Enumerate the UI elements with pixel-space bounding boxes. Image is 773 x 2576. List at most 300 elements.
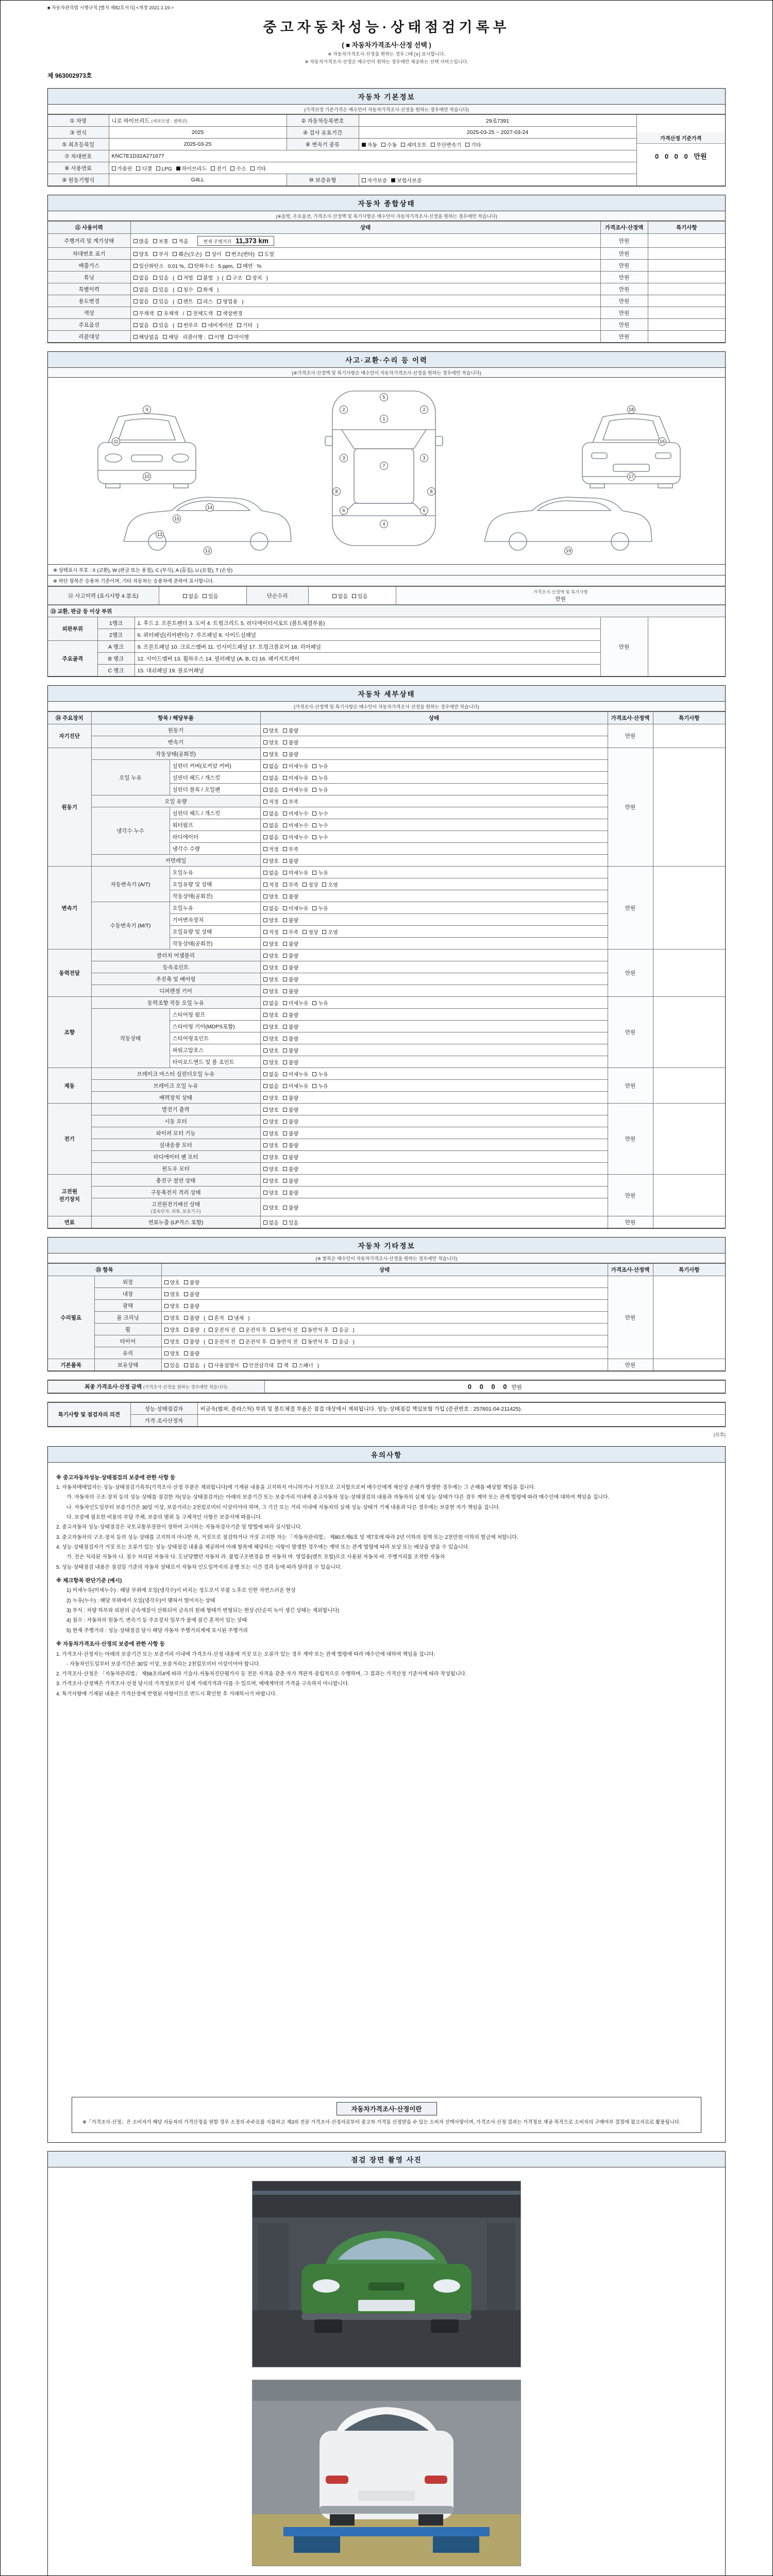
checkbox-option[interactable] (237, 321, 253, 329)
checkbox[interactable] (283, 871, 287, 875)
checkbox-option[interactable] (283, 1177, 298, 1184)
checkbox-option[interactable] (283, 987, 298, 995)
checkbox[interactable] (283, 1108, 287, 1112)
checkbox-option[interactable] (263, 963, 279, 971)
checkbox[interactable] (283, 752, 287, 756)
checkbox-option[interactable] (178, 297, 193, 305)
checkbox-option[interactable] (184, 1326, 199, 1333)
checkbox[interactable] (243, 1363, 247, 1367)
checkbox-option[interactable] (158, 309, 178, 317)
checkbox[interactable] (283, 1167, 287, 1171)
checkbox-option[interactable] (283, 1141, 298, 1149)
checkbox[interactable] (184, 1316, 188, 1320)
checkbox[interactable] (283, 728, 287, 733)
checkbox-option[interactable] (263, 892, 279, 900)
checkbox[interactable] (164, 1292, 169, 1296)
checkbox-option[interactable] (187, 309, 213, 317)
checkbox-option[interactable] (163, 333, 178, 341)
checkbox[interactable] (283, 1013, 287, 1017)
checkbox[interactable] (237, 264, 241, 268)
checkbox[interactable] (312, 823, 316, 827)
checkbox-option[interactable] (178, 274, 193, 281)
checkbox-option[interactable] (237, 262, 253, 269)
checkbox-option[interactable] (228, 1314, 244, 1321)
checkbox-option[interactable] (283, 904, 309, 912)
checkbox-option[interactable] (263, 726, 279, 734)
checkbox-option[interactable] (263, 916, 279, 924)
checkbox[interactable] (381, 143, 385, 147)
checkbox-option[interactable] (259, 250, 274, 258)
checkbox-option[interactable] (164, 1278, 180, 1286)
checkbox-option[interactable] (209, 333, 224, 341)
checkbox[interactable] (263, 835, 267, 839)
checkbox[interactable] (362, 143, 366, 147)
checkbox[interactable] (153, 323, 157, 327)
checkbox-option[interactable] (112, 164, 132, 172)
checkbox-option[interactable] (164, 1361, 180, 1369)
checkbox-option[interactable] (263, 857, 279, 865)
checkbox[interactable] (263, 1060, 267, 1064)
checkbox[interactable] (153, 239, 157, 243)
checkbox-option[interactable] (156, 166, 172, 172)
checkbox[interactable] (153, 252, 157, 256)
checkbox[interactable] (352, 594, 356, 598)
checkbox-option[interactable] (263, 1177, 279, 1184)
checkbox-option[interactable] (211, 164, 226, 172)
checkbox-option[interactable] (133, 321, 149, 329)
checkbox-option[interactable] (283, 1058, 298, 1066)
checkbox-option[interactable] (283, 1153, 298, 1161)
checkbox-option[interactable] (250, 164, 266, 172)
checkbox-option[interactable] (246, 274, 262, 281)
checkbox-option[interactable] (263, 1204, 279, 1211)
checkbox-option[interactable] (263, 809, 279, 817)
checkbox-option[interactable] (303, 880, 318, 888)
checkbox[interactable] (283, 811, 287, 816)
checkbox-option[interactable] (293, 1361, 313, 1369)
checkbox-option[interactable] (164, 1302, 180, 1310)
checkbox[interactable] (178, 287, 182, 292)
checkbox-option[interactable] (209, 1361, 239, 1369)
checkbox-option[interactable] (184, 1337, 199, 1345)
checkbox-option[interactable] (243, 1361, 274, 1369)
checkbox[interactable] (263, 965, 267, 970)
checkbox-option[interactable] (136, 164, 152, 172)
checkbox-option[interactable] (228, 333, 249, 341)
checkbox-option[interactable] (312, 821, 328, 829)
checkbox-option[interactable] (217, 309, 243, 317)
checkbox[interactable] (263, 883, 267, 887)
checkbox[interactable] (322, 930, 326, 934)
checkbox[interactable] (263, 1013, 267, 1017)
checkbox-option[interactable] (283, 809, 309, 817)
checkbox[interactable] (283, 894, 287, 899)
checkbox-option[interactable] (263, 786, 279, 793)
checkbox-option[interactable] (303, 928, 318, 936)
checkbox-option[interactable] (283, 963, 298, 971)
checkbox[interactable] (391, 178, 395, 182)
checkbox[interactable] (227, 276, 231, 280)
checkbox[interactable] (197, 299, 201, 303)
checkbox[interactable] (176, 166, 180, 171)
checkbox[interactable] (228, 335, 232, 339)
checkbox-option[interactable] (283, 928, 298, 936)
checkbox[interactable] (312, 811, 316, 816)
checkbox-option[interactable] (209, 1337, 236, 1345)
checkbox-option[interactable] (283, 821, 309, 829)
checkbox[interactable] (263, 847, 267, 851)
price-survey-select[interactable]: ( ■ 자동차가격조사·산정 선택 ) (342, 41, 431, 49)
checkbox[interactable] (217, 311, 221, 315)
checkbox-option[interactable] (362, 176, 388, 184)
checkbox[interactable] (263, 1131, 267, 1136)
checkbox[interactable] (283, 977, 287, 981)
checkbox-option[interactable] (263, 1023, 279, 1030)
checkbox-option[interactable] (283, 750, 298, 758)
checkbox-option[interactable] (178, 321, 198, 329)
checkbox[interactable] (283, 764, 287, 768)
checkbox-option[interactable] (283, 786, 309, 793)
checkbox[interactable] (197, 276, 201, 280)
checkbox[interactable] (263, 728, 267, 733)
checkbox-option[interactable] (153, 250, 169, 258)
checkbox[interactable] (263, 752, 267, 756)
checkbox[interactable] (263, 930, 267, 934)
checkbox[interactable] (332, 594, 337, 598)
checkbox[interactable] (303, 883, 307, 887)
checkbox-option[interactable] (283, 1023, 298, 1030)
checkbox[interactable] (302, 1340, 306, 1344)
checkbox[interactable] (184, 1351, 188, 1355)
checkbox[interactable] (303, 930, 307, 934)
checkbox[interactable] (312, 1084, 316, 1088)
checkbox-option[interactable] (283, 892, 298, 900)
checkbox-option[interactable] (283, 975, 298, 983)
checkbox[interactable] (283, 1025, 287, 1029)
checkbox[interactable] (312, 764, 316, 768)
checkbox-option[interactable] (263, 880, 279, 888)
checkbox-option[interactable] (227, 274, 242, 281)
checkbox-option[interactable] (263, 952, 279, 959)
checkbox-option[interactable] (217, 297, 238, 305)
checkbox[interactable] (164, 1328, 169, 1332)
checkbox-option[interactable] (263, 845, 279, 853)
checkbox[interactable] (133, 311, 138, 315)
checkbox[interactable] (133, 287, 138, 292)
checkbox[interactable] (283, 1072, 287, 1076)
checkbox[interactable] (164, 1316, 169, 1320)
checkbox-option[interactable] (240, 1326, 266, 1333)
checkbox-option[interactable] (133, 285, 149, 293)
checkbox[interactable] (133, 323, 138, 327)
checkbox-option[interactable] (263, 1082, 279, 1090)
checkbox-option[interactable] (197, 285, 213, 293)
checkbox[interactable] (283, 835, 287, 839)
checkbox[interactable] (263, 1025, 267, 1029)
checkbox[interactable] (263, 1084, 267, 1088)
checkbox[interactable] (283, 1001, 287, 1005)
checkbox[interactable] (322, 883, 326, 887)
checkbox-option[interactable] (283, 1035, 298, 1042)
checkbox[interactable] (283, 788, 287, 792)
checkbox-option[interactable] (283, 1117, 298, 1125)
checkbox[interactable] (263, 894, 267, 899)
checkbox[interactable] (259, 252, 263, 256)
checkbox[interactable] (283, 1096, 287, 1100)
checkbox-option[interactable] (173, 237, 188, 245)
checkbox[interactable] (209, 1328, 213, 1332)
checkbox[interactable] (189, 264, 193, 268)
checkbox[interactable] (263, 1001, 267, 1005)
checkbox[interactable] (226, 252, 230, 256)
checkbox-option[interactable] (263, 940, 279, 947)
checkbox[interactable] (283, 1048, 287, 1053)
checkbox[interactable] (283, 942, 287, 946)
checkbox-option[interactable] (263, 750, 279, 758)
checkbox[interactable] (263, 1221, 267, 1225)
checkbox-option[interactable] (263, 1106, 279, 1113)
checkbox-option[interactable] (240, 1337, 266, 1345)
checkbox[interactable] (263, 811, 267, 816)
checkbox-option[interactable] (164, 1337, 180, 1345)
checkbox[interactable] (263, 823, 267, 827)
checkbox-option[interactable] (283, 762, 309, 770)
checkbox[interactable] (333, 1340, 337, 1344)
checkbox-option[interactable] (178, 285, 193, 293)
checkbox[interactable] (136, 166, 140, 171)
checkbox-option[interactable] (263, 774, 279, 782)
checkbox-option[interactable] (283, 880, 298, 888)
checkbox-option[interactable] (184, 1314, 199, 1321)
checkbox-option[interactable] (263, 1011, 279, 1019)
checkbox[interactable] (283, 965, 287, 970)
checkbox-option[interactable] (283, 1094, 298, 1101)
checkbox[interactable] (312, 835, 316, 839)
checkbox-option[interactable] (271, 1326, 297, 1333)
checkbox[interactable] (283, 1143, 287, 1147)
checkbox[interactable] (209, 1316, 213, 1320)
checkbox-option[interactable] (312, 869, 328, 876)
checkbox-option[interactable] (465, 141, 481, 148)
checkbox-option[interactable] (203, 592, 218, 600)
checkbox[interactable] (263, 1206, 267, 1210)
checkbox[interactable] (283, 1179, 287, 1183)
checkbox[interactable] (184, 1328, 188, 1332)
checkbox-option[interactable] (312, 1082, 328, 1090)
checkbox[interactable] (133, 276, 138, 280)
checkbox[interactable] (164, 1304, 169, 1308)
checkbox[interactable] (278, 1363, 282, 1367)
checkbox-option[interactable] (263, 1141, 279, 1149)
checkbox-option[interactable] (209, 1314, 224, 1321)
checkbox-option[interactable] (283, 1082, 309, 1090)
checkbox-option[interactable] (263, 928, 279, 936)
checkbox-option[interactable] (283, 774, 309, 782)
checkbox-option[interactable] (263, 1070, 279, 1078)
checkbox-option[interactable] (184, 1349, 199, 1357)
checkbox[interactable] (283, 1155, 287, 1159)
checkbox-option[interactable] (333, 1337, 348, 1345)
checkbox[interactable] (217, 299, 221, 303)
checkbox-option[interactable] (263, 821, 279, 829)
checkbox[interactable] (240, 1340, 244, 1344)
checkbox[interactable] (283, 989, 287, 993)
checkbox[interactable] (283, 1206, 287, 1210)
checkbox-option[interactable] (312, 809, 328, 817)
checkbox[interactable] (184, 1304, 188, 1308)
checkbox-option[interactable] (263, 999, 279, 1007)
checkbox-option[interactable] (153, 297, 169, 305)
checkbox-option[interactable] (153, 285, 169, 293)
checkbox-option[interactable] (197, 274, 213, 281)
checkbox-option[interactable] (133, 262, 164, 269)
checkbox[interactable] (263, 954, 267, 958)
checkbox-option[interactable] (283, 833, 309, 841)
checkbox[interactable] (263, 859, 267, 863)
checkbox[interactable] (163, 335, 167, 339)
checkbox[interactable] (283, 906, 287, 910)
checkbox[interactable] (293, 1363, 297, 1367)
checkbox-option[interactable] (381, 141, 397, 148)
checkbox-option[interactable] (263, 869, 279, 876)
checkbox[interactable] (283, 800, 287, 804)
checkbox[interactable] (302, 1328, 306, 1332)
checkbox[interactable] (263, 776, 267, 780)
checkbox-option[interactable] (431, 141, 461, 148)
checkbox-option[interactable] (133, 237, 149, 245)
checkbox[interactable] (112, 166, 116, 171)
checkbox-option[interactable] (263, 1117, 279, 1125)
checkbox[interactable] (133, 299, 138, 303)
checkbox[interactable] (187, 311, 191, 315)
checkbox[interactable] (263, 1191, 267, 1195)
checkbox[interactable] (184, 1280, 188, 1284)
checkbox-option[interactable] (283, 1189, 298, 1196)
checkbox[interactable] (263, 918, 267, 922)
checkbox-option[interactable] (362, 141, 377, 148)
checkbox[interactable] (230, 166, 234, 171)
checkbox[interactable] (240, 1328, 244, 1332)
checkbox-option[interactable] (153, 274, 169, 281)
checkbox[interactable] (465, 143, 469, 147)
checkbox-option[interactable] (263, 738, 279, 746)
checkbox-option[interactable] (173, 250, 201, 258)
checkbox[interactable] (263, 977, 267, 981)
checkbox-option[interactable] (278, 1361, 289, 1369)
checkbox[interactable] (283, 918, 287, 922)
checkbox-option[interactable] (283, 1046, 298, 1054)
checkbox[interactable] (312, 871, 316, 875)
checkbox-option[interactable] (263, 1165, 279, 1173)
checkbox-option[interactable] (283, 1129, 298, 1137)
checkbox-option[interactable] (283, 738, 298, 746)
checkbox[interactable] (283, 859, 287, 863)
checkbox-option[interactable] (302, 1337, 329, 1345)
checkbox-option[interactable] (263, 1035, 279, 1042)
checkbox-option[interactable] (184, 1302, 199, 1310)
checkbox[interactable] (263, 906, 267, 910)
checkbox[interactable] (206, 252, 210, 256)
checkbox[interactable] (263, 1037, 267, 1041)
checkbox[interactable] (263, 1108, 267, 1112)
checkbox[interactable] (263, 1096, 267, 1100)
checkbox[interactable] (183, 594, 187, 598)
checkbox[interactable] (283, 1221, 287, 1225)
checkbox[interactable] (237, 323, 241, 327)
checkbox-option[interactable] (283, 869, 309, 876)
checkbox-option[interactable] (176, 164, 207, 172)
checkbox-option[interactable] (302, 1326, 329, 1333)
checkbox-option[interactable] (164, 1290, 180, 1298)
checkbox-option[interactable] (164, 1314, 180, 1321)
checkbox-option[interactable] (391, 176, 422, 184)
checkbox-option[interactable] (283, 1011, 298, 1019)
checkbox[interactable] (312, 1072, 316, 1076)
checkbox-option[interactable] (283, 1218, 298, 1226)
checkbox[interactable] (271, 1340, 275, 1344)
checkbox-option[interactable] (263, 1153, 279, 1161)
checkbox[interactable] (283, 823, 287, 827)
checkbox[interactable] (263, 871, 267, 875)
checkbox-option[interactable] (189, 262, 214, 269)
checkbox-option[interactable] (133, 297, 149, 305)
checkbox[interactable] (263, 1179, 267, 1183)
checkbox-option[interactable] (312, 999, 328, 1007)
checkbox[interactable] (312, 776, 316, 780)
checkbox[interactable] (283, 1120, 287, 1124)
checkbox[interactable] (283, 1191, 287, 1195)
checkbox[interactable] (263, 1072, 267, 1076)
checkbox[interactable] (158, 311, 162, 315)
checkbox[interactable] (202, 323, 206, 327)
checkbox-option[interactable] (312, 762, 328, 770)
checkbox-option[interactable] (283, 1106, 298, 1113)
checkbox[interactable] (209, 1340, 213, 1344)
checkbox[interactable] (156, 166, 160, 171)
checkbox[interactable] (164, 1363, 169, 1367)
checkbox-option[interactable] (263, 833, 279, 841)
checkbox[interactable] (283, 740, 287, 744)
checkbox[interactable] (184, 1363, 188, 1367)
checkbox-option[interactable] (352, 592, 367, 600)
checkbox-option[interactable] (206, 250, 221, 258)
checkbox-option[interactable] (263, 1094, 279, 1101)
checkbox[interactable] (283, 776, 287, 780)
checkbox-option[interactable] (226, 250, 255, 258)
checkbox-option[interactable] (164, 1349, 180, 1357)
checkbox[interactable] (312, 788, 316, 792)
checkbox-option[interactable] (283, 1070, 309, 1078)
checkbox-option[interactable] (283, 845, 298, 853)
checkbox-option[interactable] (153, 237, 169, 245)
checkbox[interactable] (283, 1037, 287, 1041)
checkbox-option[interactable] (263, 904, 279, 912)
checkbox[interactable] (263, 1120, 267, 1124)
checkbox-option[interactable] (312, 833, 328, 841)
checkbox[interactable] (164, 1280, 169, 1284)
checkbox[interactable] (173, 239, 177, 243)
checkbox[interactable] (283, 1060, 287, 1064)
checkbox[interactable] (133, 335, 138, 339)
checkbox-option[interactable] (332, 592, 348, 600)
checkbox[interactable] (263, 764, 267, 768)
checkbox[interactable] (312, 1001, 316, 1005)
checkbox[interactable] (263, 788, 267, 792)
checkbox[interactable] (178, 299, 182, 303)
checkbox[interactable] (362, 178, 366, 182)
checkbox[interactable] (153, 276, 157, 280)
checkbox[interactable] (164, 1340, 169, 1344)
